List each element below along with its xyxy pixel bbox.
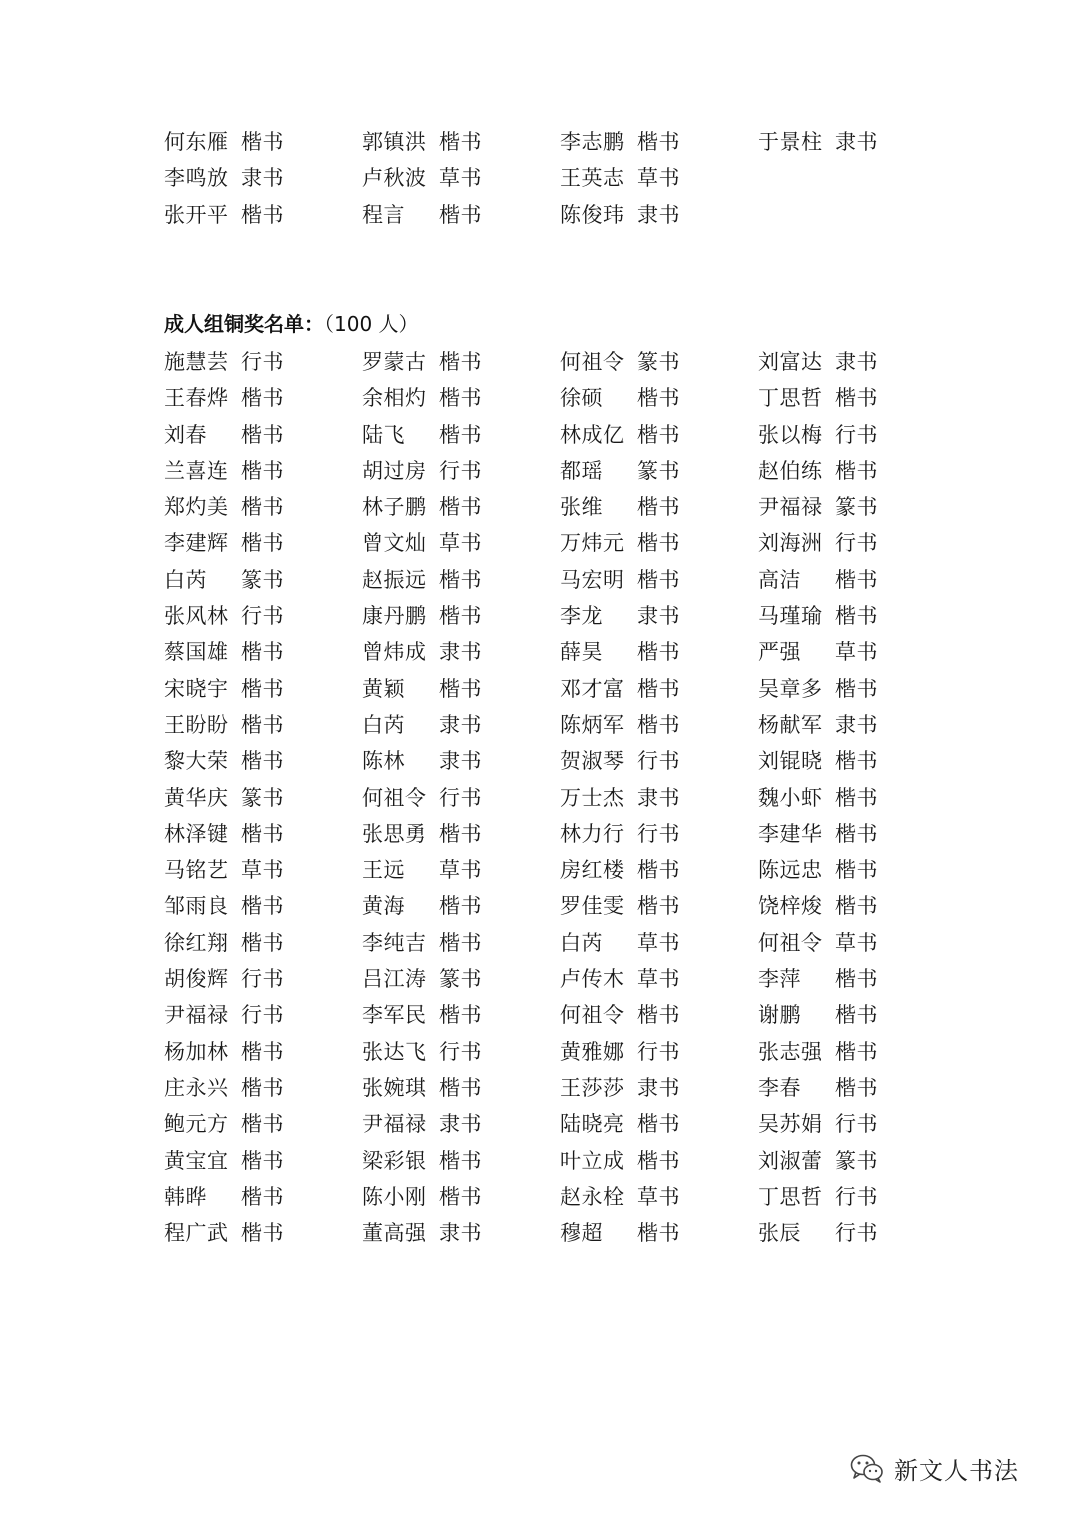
name-row — [164, 380, 924, 416]
script-style: 楷书 — [241, 458, 284, 483]
script-style: 楷书 — [637, 422, 680, 447]
entrant-name: 卢传木 — [560, 967, 625, 992]
entrant-name: 李建辉 — [164, 531, 229, 556]
name-row — [164, 707, 924, 743]
entrant-name: 王春烨 — [164, 386, 229, 411]
name-row — [164, 925, 924, 961]
entrant-name: 吴苏娟 — [758, 1112, 823, 1137]
script-style: 草书 — [637, 967, 680, 992]
name-row — [164, 1070, 924, 1106]
entrant-name: 张开平 — [164, 202, 229, 227]
entrant-name: 张以梅 — [758, 422, 823, 447]
entrant-name: 万炜元 — [560, 531, 625, 556]
name-row — [164, 1143, 924, 1179]
entrant-name: 胡俊辉 — [164, 967, 229, 992]
entrant-name: 尹福禄 — [164, 1003, 229, 1028]
script-style: 楷书 — [637, 531, 680, 556]
script-style: 行书 — [637, 1039, 680, 1064]
script-style: 楷书 — [637, 858, 680, 883]
name-row — [164, 489, 924, 525]
script-style: 楷书 — [835, 604, 878, 629]
entrant-name: 曾文灿 — [362, 531, 427, 556]
entrant-name: 饶梓焌 — [758, 894, 823, 919]
script-style: 楷书 — [241, 1075, 284, 1100]
name-row — [164, 780, 924, 816]
entrant-name: 穆超 — [560, 1221, 603, 1246]
script-style: 楷书 — [439, 930, 482, 955]
script-style: 楷书 — [637, 1003, 680, 1028]
entrant-name: 庄永兴 — [164, 1075, 229, 1100]
entrant-name: 王英志 — [560, 166, 625, 191]
script-style: 行书 — [835, 1221, 878, 1246]
name-row — [164, 1215, 924, 1251]
script-style: 楷书 — [637, 130, 680, 154]
entrant-name: 白芮 — [164, 567, 207, 592]
entrant-name: 李萍 — [758, 967, 801, 992]
name-row — [164, 888, 924, 924]
entrant-name: 何祖令 — [362, 785, 427, 810]
entrant-name: 尹福禄 — [758, 495, 823, 520]
entrant-name: 李军民 — [362, 1003, 427, 1028]
script-style: 楷书 — [241, 1148, 284, 1173]
entrant-name: 赵振远 — [362, 567, 427, 592]
wechat-icon — [850, 1453, 884, 1483]
script-style: 篆书 — [637, 350, 680, 374]
script-style: 楷书 — [241, 130, 284, 154]
entrant-name: 赵永栓 — [560, 1184, 625, 1209]
script-style: 楷书 — [241, 1221, 284, 1246]
script-style: 隶书 — [637, 785, 680, 810]
script-style: 隶书 — [835, 712, 878, 737]
script-style: 楷书 — [637, 640, 680, 665]
script-style: 楷书 — [439, 1184, 482, 1209]
entrant-name: 王远 — [362, 858, 405, 883]
entrant-name: 尹福禄 — [362, 1112, 427, 1137]
script-style: 楷书 — [241, 1184, 284, 1209]
script-style: 楷书 — [439, 350, 482, 374]
script-style: 楷书 — [439, 130, 482, 154]
script-style: 篆书 — [241, 567, 284, 592]
script-style: 楷书 — [439, 422, 482, 447]
script-style: 楷书 — [637, 567, 680, 592]
entrant-name: 胡过房 — [362, 458, 427, 483]
entrant-name: 李志鹏 — [560, 130, 625, 154]
script-style: 行书 — [835, 531, 878, 556]
script-style: 楷书 — [241, 422, 284, 447]
entrant-name: 李鸣放 — [164, 166, 229, 191]
script-style: 楷书 — [439, 202, 482, 227]
script-style: 楷书 — [241, 930, 284, 955]
entrant-name: 韩晔 — [164, 1184, 207, 1209]
name-row — [164, 344, 924, 380]
name-row — [164, 417, 924, 453]
entrant-name: 丁思哲 — [758, 386, 823, 411]
entrant-name: 林泽键 — [164, 821, 229, 846]
script-style: 楷书 — [835, 567, 878, 592]
entrant-name: 高洁 — [758, 567, 801, 592]
entrant-name: 徐红翔 — [164, 930, 229, 955]
entrant-name: 李建华 — [758, 821, 823, 846]
script-style: 隶书 — [439, 1221, 482, 1246]
entrant-name: 余相灼 — [362, 386, 427, 411]
script-style: 楷书 — [835, 458, 878, 483]
entrant-name: 何祖令 — [758, 930, 823, 955]
top-name-list — [164, 124, 924, 233]
script-style: 隶书 — [439, 640, 482, 665]
script-style: 篆书 — [637, 458, 680, 483]
script-style: 行书 — [835, 1184, 878, 1209]
script-style: 隶书 — [637, 1075, 680, 1100]
script-style: 楷书 — [241, 1039, 284, 1064]
entrant-name: 刘春 — [164, 422, 207, 447]
script-style: 楷书 — [439, 495, 482, 520]
script-style: 楷书 — [241, 894, 284, 919]
entrant-name: 贺淑琴 — [560, 749, 625, 774]
name-row — [164, 598, 924, 634]
script-style: 楷书 — [439, 1148, 482, 1173]
name-row — [164, 1034, 924, 1070]
entrant-name: 宋晓宇 — [164, 676, 229, 701]
script-style: 隶书 — [241, 166, 284, 191]
entrant-name: 丁思哲 — [758, 1184, 823, 1209]
name-row — [164, 816, 924, 852]
script-style: 楷书 — [637, 712, 680, 737]
name-row — [164, 160, 924, 196]
entrant-name: 魏小虾 — [758, 785, 823, 810]
entrant-name: 都瑶 — [560, 458, 603, 483]
entrant-name: 张辰 — [758, 1221, 801, 1246]
script-style: 行书 — [241, 1003, 284, 1028]
entrant-name: 马瑾瑜 — [758, 604, 823, 629]
entrant-name: 程广武 — [164, 1221, 229, 1246]
entrant-name: 施慧芸 — [164, 350, 229, 374]
entrant-name: 李春 — [758, 1075, 801, 1100]
name-row — [164, 525, 924, 561]
entrant-name: 薛昊 — [560, 640, 603, 665]
script-style: 隶书 — [439, 712, 482, 737]
script-style: 行书 — [241, 350, 284, 374]
script-style: 楷书 — [439, 676, 482, 701]
entrant-name: 吕江涛 — [362, 967, 427, 992]
script-style: 草书 — [835, 640, 878, 665]
entrant-name: 张思勇 — [362, 821, 427, 846]
entrant-name: 兰喜连 — [164, 458, 229, 483]
script-style: 楷书 — [637, 1221, 680, 1246]
watermark — [850, 1448, 1019, 1488]
entrant-name: 刘海洲 — [758, 531, 823, 556]
script-style: 行书 — [439, 785, 482, 810]
script-style: 行书 — [835, 1112, 878, 1137]
entrant-name: 张达飞 — [362, 1039, 427, 1064]
entrant-name: 黄雅娜 — [560, 1039, 625, 1064]
script-style: 草书 — [241, 858, 284, 883]
entrant-name: 吴章多 — [758, 676, 823, 701]
entrant-name: 杨加林 — [164, 1039, 229, 1064]
script-style: 隶书 — [637, 202, 680, 227]
entrant-name: 刘富达 — [758, 350, 823, 374]
bronze-award-section — [164, 304, 924, 1251]
script-style: 楷书 — [241, 821, 284, 846]
entrant-name: 黄华庆 — [164, 785, 229, 810]
entrant-name: 黄颖 — [362, 676, 405, 701]
script-style: 楷书 — [439, 386, 482, 411]
entrant-name: 张维 — [560, 495, 603, 520]
script-style: 草书 — [439, 531, 482, 556]
script-style: 篆书 — [439, 967, 482, 992]
entrant-name: 黎大荣 — [164, 749, 229, 774]
script-style: 楷书 — [637, 1148, 680, 1173]
section-title-count: （100 人） — [324, 312, 419, 336]
entrant-name: 刘淑蕾 — [758, 1148, 823, 1173]
script-style: 篆书 — [241, 785, 284, 810]
entrant-name: 叶立成 — [560, 1148, 625, 1173]
name-row — [164, 671, 924, 707]
entrant-name: 马铭艺 — [164, 858, 229, 883]
script-style: 楷书 — [241, 1112, 284, 1137]
entrant-name: 杨献军 — [758, 712, 823, 737]
script-style: 楷书 — [439, 894, 482, 919]
watermark-text: 新文人书法 — [894, 1456, 1019, 1485]
script-style: 楷书 — [637, 1112, 680, 1137]
entrant-name: 何东雁 — [164, 130, 229, 154]
name-row — [164, 743, 924, 779]
name-row — [164, 1106, 924, 1142]
script-style: 楷书 — [439, 821, 482, 846]
name-row — [164, 124, 924, 160]
script-style: 草书 — [637, 930, 680, 955]
entrant-name: 董高强 — [362, 1221, 427, 1246]
entrant-name: 刘锟晓 — [758, 749, 823, 774]
entrant-name: 李龙 — [560, 604, 603, 629]
script-style: 行书 — [637, 821, 680, 846]
name-row — [164, 852, 924, 888]
entrant-name: 陈小刚 — [362, 1184, 427, 1209]
script-style: 草书 — [835, 930, 878, 955]
entrant-name: 陆飞 — [362, 422, 405, 447]
script-style: 楷书 — [241, 531, 284, 556]
name-row — [164, 453, 924, 489]
script-style: 楷书 — [241, 640, 284, 665]
entrant-name: 鲍元方 — [164, 1112, 229, 1137]
script-style: 楷书 — [241, 712, 284, 737]
section-title-text: 成人组铜奖名单： — [164, 312, 324, 336]
entrant-name: 何祖令 — [560, 350, 625, 374]
script-style: 楷书 — [835, 858, 878, 883]
entrant-name: 谢鹏 — [758, 1003, 801, 1028]
script-style: 楷书 — [439, 604, 482, 629]
script-style: 楷书 — [835, 785, 878, 810]
script-style: 行书 — [241, 967, 284, 992]
script-style: 楷书 — [439, 1003, 482, 1028]
entrant-name: 陈炳军 — [560, 712, 625, 737]
name-row — [164, 1179, 924, 1215]
script-style: 隶书 — [835, 350, 878, 374]
script-style: 隶书 — [439, 749, 482, 774]
entrant-name: 何祖令 — [560, 1003, 625, 1028]
script-style: 草书 — [637, 1184, 680, 1209]
script-style: 隶书 — [637, 604, 680, 629]
script-style: 行书 — [835, 422, 878, 447]
script-style: 楷书 — [835, 1075, 878, 1100]
script-style: 行书 — [241, 604, 284, 629]
entrant-name: 马宏明 — [560, 567, 625, 592]
entrant-name: 万士杰 — [560, 785, 625, 810]
entrant-name: 程言 — [362, 202, 405, 227]
entrant-name: 林子鹏 — [362, 495, 427, 520]
entrant-name: 于景柱 — [758, 130, 823, 154]
entrant-name: 卢秋波 — [362, 166, 427, 191]
script-style: 楷书 — [835, 1039, 878, 1064]
entrant-name: 王莎莎 — [560, 1075, 625, 1100]
name-row — [164, 634, 924, 670]
entrant-name: 李纯吉 — [362, 930, 427, 955]
script-style: 楷书 — [241, 749, 284, 774]
script-style: 草书 — [439, 858, 482, 883]
script-style: 楷书 — [835, 821, 878, 846]
script-style: 楷书 — [835, 676, 878, 701]
entrant-name: 梁彩银 — [362, 1148, 427, 1173]
script-style: 行书 — [637, 749, 680, 774]
name-row — [164, 197, 924, 233]
entrant-name: 张风林 — [164, 604, 229, 629]
script-style: 楷书 — [439, 1075, 482, 1100]
script-style: 行书 — [439, 458, 482, 483]
name-row — [164, 562, 924, 598]
script-style: 楷书 — [637, 386, 680, 411]
section-title — [164, 304, 924, 344]
entrant-name: 徐硕 — [560, 386, 603, 411]
script-style: 楷书 — [637, 495, 680, 520]
entrant-name: 郑灼美 — [164, 495, 229, 520]
entrant-name: 罗佳雯 — [560, 894, 625, 919]
script-style: 楷书 — [439, 567, 482, 592]
script-style: 篆书 — [835, 495, 878, 520]
entrant-name: 陈远忠 — [758, 858, 823, 883]
script-style: 楷书 — [835, 386, 878, 411]
script-style: 楷书 — [241, 495, 284, 520]
script-style: 楷书 — [637, 676, 680, 701]
script-style: 楷书 — [241, 676, 284, 701]
script-style: 楷书 — [835, 894, 878, 919]
script-style: 楷书 — [241, 202, 284, 227]
entrant-name: 陈俊玮 — [560, 202, 625, 227]
script-style: 楷书 — [637, 894, 680, 919]
script-style: 草书 — [637, 166, 680, 191]
entrant-name: 邹雨良 — [164, 894, 229, 919]
script-style: 楷书 — [835, 749, 878, 774]
entrant-name: 严强 — [758, 640, 801, 665]
bronze-name-list — [164, 344, 924, 1251]
entrant-name: 蔡国雄 — [164, 640, 229, 665]
script-style: 楷书 — [835, 967, 878, 992]
entrant-name: 曾炜成 — [362, 640, 427, 665]
entrant-name: 罗蒙古 — [362, 350, 427, 374]
entrant-name: 郭镇洪 — [362, 130, 427, 154]
name-row — [164, 997, 924, 1033]
entrant-name: 房红楼 — [560, 858, 625, 883]
script-style: 草书 — [439, 166, 482, 191]
entrant-name: 张婉琪 — [362, 1075, 427, 1100]
entrant-name: 林成亿 — [560, 422, 625, 447]
entrant-name: 赵伯练 — [758, 458, 823, 483]
entrant-name: 陈林 — [362, 749, 405, 774]
entrant-name: 邓才富 — [560, 676, 625, 701]
entrant-name: 白芮 — [362, 712, 405, 737]
entrant-name: 黄宝宜 — [164, 1148, 229, 1173]
entrant-name: 白芮 — [560, 930, 603, 955]
script-style: 隶书 — [835, 130, 878, 154]
script-style: 楷书 — [241, 386, 284, 411]
script-style: 篆书 — [835, 1148, 878, 1173]
script-style: 楷书 — [835, 1003, 878, 1028]
entrant-name: 林力行 — [560, 821, 625, 846]
entrant-name: 黄海 — [362, 894, 405, 919]
script-style: 隶书 — [439, 1112, 482, 1137]
entrant-name: 王盼盼 — [164, 712, 229, 737]
entrant-name: 康丹鹏 — [362, 604, 427, 629]
name-row — [164, 961, 924, 997]
entrant-name: 张志强 — [758, 1039, 823, 1064]
entrant-name: 陆晓亮 — [560, 1112, 625, 1137]
script-style: 行书 — [439, 1039, 482, 1064]
